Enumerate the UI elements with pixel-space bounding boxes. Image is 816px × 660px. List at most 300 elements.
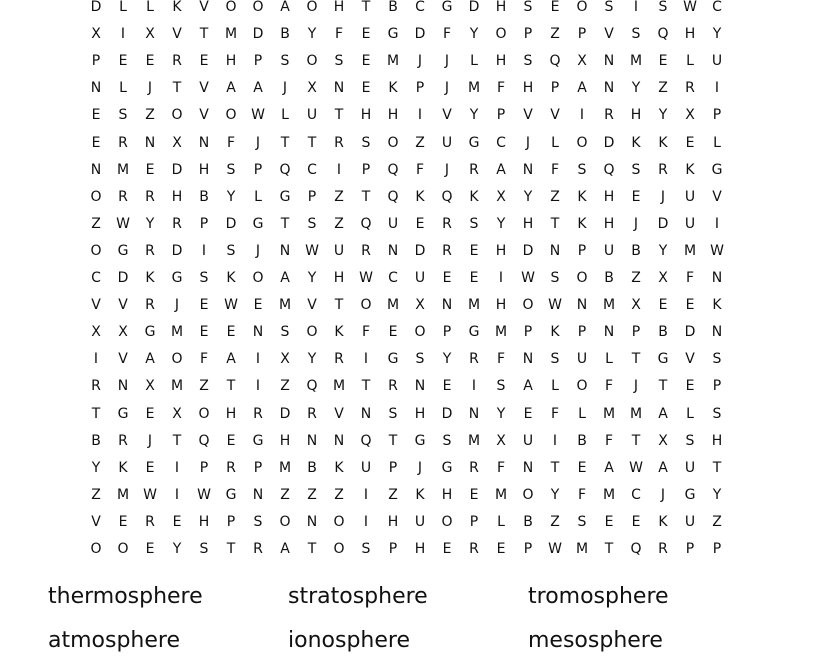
grid-letter[interactable]: U	[684, 188, 696, 205]
grid-letter[interactable]: E	[685, 297, 695, 314]
grid-letter[interactable]: G	[279, 188, 291, 205]
grid-letter[interactable]: Z	[280, 486, 290, 503]
grid-letter[interactable]: X	[280, 351, 290, 368]
grid-letter[interactable]: M	[224, 26, 238, 43]
grid-letter[interactable]: I	[174, 486, 180, 503]
grid-letter[interactable]: N	[576, 297, 588, 314]
grid-letter[interactable]: G	[171, 270, 183, 286]
grid-letter[interactable]: M	[170, 378, 184, 395]
grid-letter[interactable]: B	[631, 242, 641, 259]
grid-letter[interactable]: J	[174, 297, 180, 314]
grid-letter[interactable]: H	[522, 80, 534, 97]
grid-letter[interactable]: Q	[198, 432, 210, 449]
grid-letter[interactable]: N	[441, 297, 453, 314]
grid-letter[interactable]: R	[442, 242, 452, 259]
grid-letter[interactable]: O	[90, 188, 102, 205]
grid-letter[interactable]: G	[225, 486, 237, 503]
grid-letter[interactable]: E	[199, 53, 209, 70]
grid-letter[interactable]: N	[252, 486, 264, 503]
grid-letter[interactable]: X	[658, 432, 668, 449]
grid-letter[interactable]: H	[684, 26, 696, 43]
grid-letter[interactable]: K	[469, 188, 479, 205]
grid-letter[interactable]: Q	[387, 188, 399, 205]
grid-letter[interactable]: O	[90, 541, 102, 557]
grid-letter[interactable]: A	[280, 541, 290, 557]
grid-letter[interactable]: J	[417, 459, 423, 476]
grid-letter[interactable]: R	[469, 459, 479, 476]
grid-letter[interactable]: M	[332, 378, 346, 395]
grid-letter[interactable]: O	[414, 324, 426, 341]
grid-letter[interactable]: R	[226, 459, 236, 476]
grid-letter[interactable]: O	[252, 0, 264, 15]
grid-letter[interactable]: M	[629, 405, 643, 422]
grid-letter[interactable]: E	[388, 324, 398, 341]
grid-letter[interactable]: N	[603, 53, 615, 70]
grid-letter[interactable]: J	[255, 242, 261, 259]
grid-letter[interactable]: W	[710, 242, 724, 259]
grid-letter[interactable]: T	[361, 0, 371, 15]
grid-letter[interactable]: H	[522, 215, 534, 232]
grid-letter[interactable]: I	[498, 270, 504, 286]
grid-letter[interactable]: E	[361, 80, 371, 97]
grid-letter[interactable]: S	[685, 432, 695, 449]
grid-letter[interactable]: W	[251, 107, 265, 124]
grid-letter[interactable]: O	[576, 270, 588, 286]
grid-letter[interactable]: V	[712, 188, 722, 205]
grid-letter[interactable]: O	[198, 405, 210, 422]
grid-letter[interactable]: G	[441, 459, 453, 476]
grid-letter[interactable]: G	[252, 215, 264, 232]
grid-letter[interactable]: O	[576, 0, 588, 15]
grid-letter[interactable]: L	[686, 53, 694, 70]
grid-letter[interactable]: D	[90, 0, 102, 15]
grid-letter[interactable]: J	[660, 486, 666, 503]
grid-letter[interactable]: J	[255, 134, 261, 151]
grid-letter[interactable]: J	[147, 432, 153, 449]
grid-letter[interactable]: I	[255, 351, 261, 368]
grid-letter[interactable]: T	[361, 188, 371, 205]
grid-letter[interactable]: G	[117, 242, 129, 259]
grid-letter[interactable]: G	[117, 405, 129, 422]
grid-letter[interactable]: S	[631, 26, 641, 43]
grid-letter[interactable]: R	[172, 215, 182, 232]
grid-letter[interactable]: R	[469, 161, 479, 178]
grid-letter[interactable]: S	[199, 270, 209, 286]
grid-letter[interactable]: S	[469, 215, 479, 232]
grid-letter[interactable]: Y	[91, 459, 101, 476]
grid-letter[interactable]: I	[174, 459, 180, 476]
grid-letter[interactable]: B	[91, 432, 101, 449]
grid-letter[interactable]: E	[226, 432, 236, 449]
grid-letter[interactable]: V	[118, 297, 128, 314]
grid-letter[interactable]: U	[576, 351, 588, 368]
grid-letter[interactable]: S	[442, 432, 452, 449]
grid-letter[interactable]: E	[604, 513, 614, 530]
grid-letter[interactable]: E	[118, 53, 128, 70]
grid-letter[interactable]: E	[523, 405, 533, 422]
grid-letter[interactable]: W	[521, 270, 535, 286]
grid-letter[interactable]: B	[388, 0, 398, 15]
grid-letter[interactable]: N	[711, 324, 723, 341]
grid-letter[interactable]: R	[307, 405, 317, 422]
grid-letter[interactable]: Y	[442, 351, 452, 368]
grid-letter[interactable]: W	[305, 242, 319, 259]
grid-letter[interactable]: S	[118, 107, 128, 124]
grid-letter[interactable]: U	[711, 53, 723, 70]
grid-letter[interactable]: H	[333, 270, 345, 286]
grid-letter[interactable]: P	[523, 324, 533, 341]
grid-letter[interactable]: G	[684, 486, 696, 503]
grid-letter[interactable]: R	[334, 134, 344, 151]
grid-letter[interactable]: O	[441, 513, 453, 530]
grid-letter[interactable]: D	[603, 134, 615, 151]
grid-letter[interactable]: Q	[360, 432, 372, 449]
grid-letter[interactable]: Z	[415, 134, 425, 151]
grid-letter[interactable]: P	[91, 53, 101, 70]
grid-letter[interactable]: S	[496, 378, 506, 395]
grid-letter[interactable]: J	[525, 134, 531, 151]
grid-letter[interactable]: M	[116, 486, 130, 503]
grid-letter[interactable]: E	[172, 513, 182, 530]
grid-letter[interactable]: O	[252, 270, 264, 286]
grid-letter[interactable]: R	[118, 188, 128, 205]
grid-letter[interactable]: U	[414, 513, 426, 530]
grid-letter[interactable]: K	[685, 161, 695, 178]
grid-letter[interactable]: O	[576, 134, 588, 151]
grid-letter[interactable]: S	[712, 351, 722, 368]
grid-letter[interactable]: N	[198, 134, 210, 151]
grid-letter[interactable]: H	[711, 432, 723, 449]
grid-letter[interactable]: T	[334, 107, 344, 124]
grid-letter[interactable]: C	[712, 0, 722, 15]
grid-letter[interactable]: B	[280, 26, 290, 43]
grid-letter[interactable]: P	[388, 459, 398, 476]
grid-letter[interactable]: U	[306, 107, 318, 124]
grid-letter[interactable]: Y	[631, 80, 641, 97]
grid-letter[interactable]: J	[660, 188, 666, 205]
grid-letter[interactable]: E	[685, 134, 695, 151]
grid-letter[interactable]: E	[658, 53, 668, 70]
grid-letter[interactable]: R	[145, 188, 155, 205]
grid-letter[interactable]: Y	[496, 215, 506, 232]
grid-letter[interactable]: F	[334, 26, 344, 43]
grid-letter[interactable]: F	[550, 405, 560, 422]
grid-letter[interactable]: H	[414, 405, 426, 422]
grid-letter[interactable]: T	[334, 297, 344, 314]
grid-letter[interactable]: N	[522, 351, 534, 368]
grid-letter[interactable]: N	[711, 270, 723, 286]
grid-letter[interactable]: Z	[631, 270, 641, 286]
grid-letter[interactable]: T	[280, 134, 290, 151]
grid-letter[interactable]: F	[685, 270, 695, 286]
grid-letter[interactable]: D	[414, 242, 426, 259]
grid-letter[interactable]: H	[495, 0, 507, 15]
grid-letter[interactable]: Q	[387, 161, 399, 178]
grid-letter[interactable]: E	[658, 297, 668, 314]
grid-letter[interactable]: I	[201, 242, 207, 259]
grid-letter[interactable]: H	[603, 215, 615, 232]
grid-letter[interactable]: X	[658, 270, 668, 286]
grid-letter[interactable]: P	[712, 107, 722, 124]
grid-letter[interactable]: L	[119, 80, 127, 97]
grid-letter[interactable]: H	[387, 107, 399, 124]
grid-letter[interactable]: S	[361, 541, 371, 557]
grid-letter[interactable]: Y	[658, 242, 668, 259]
grid-letter[interactable]: T	[550, 459, 560, 476]
grid-letter[interactable]: Y	[523, 188, 533, 205]
grid-letter[interactable]: O	[522, 297, 534, 314]
grid-letter[interactable]: O	[306, 324, 318, 341]
grid-letter[interactable]: P	[253, 53, 263, 70]
grid-letter[interactable]: A	[280, 0, 290, 15]
grid-letter[interactable]: H	[333, 0, 345, 15]
grid-letter[interactable]: V	[685, 351, 695, 368]
grid-letter[interactable]: E	[145, 405, 155, 422]
grid-letter[interactable]: E	[199, 324, 209, 341]
grid-letter[interactable]: Z	[91, 215, 101, 232]
grid-letter[interactable]: X	[118, 324, 128, 341]
grid-letter[interactable]: K	[577, 215, 587, 232]
grid-letter[interactable]: N	[333, 80, 345, 97]
grid-letter[interactable]: N	[387, 242, 399, 259]
grid-letter[interactable]: O	[306, 0, 318, 15]
grid-letter[interactable]: R	[469, 541, 479, 557]
grid-letter[interactable]: Y	[658, 107, 668, 124]
grid-letter[interactable]: T	[388, 432, 398, 449]
grid-letter[interactable]: Q	[630, 541, 642, 557]
grid-letter[interactable]: O	[171, 107, 183, 124]
grid-letter[interactable]: P	[685, 541, 695, 557]
grid-letter[interactable]: D	[441, 405, 453, 422]
grid-letter[interactable]: P	[415, 80, 425, 97]
grid-letter[interactable]: D	[468, 0, 480, 15]
grid-letter[interactable]: L	[497, 513, 505, 530]
grid-letter[interactable]: S	[523, 53, 533, 70]
grid-letter[interactable]: F	[415, 161, 425, 178]
grid-letter[interactable]: Z	[307, 486, 317, 503]
grid-letter[interactable]: I	[714, 80, 720, 97]
grid-letter[interactable]: X	[577, 53, 587, 70]
grid-letter[interactable]: T	[280, 215, 290, 232]
grid-letter[interactable]: Y	[307, 270, 317, 286]
grid-letter[interactable]: R	[91, 378, 101, 395]
grid-letter[interactable]: A	[496, 161, 506, 178]
grid-letter[interactable]: S	[712, 405, 722, 422]
grid-letter[interactable]: E	[469, 242, 479, 259]
grid-letter[interactable]: X	[496, 432, 506, 449]
grid-letter[interactable]: N	[90, 80, 102, 97]
grid-letter[interactable]: R	[334, 351, 344, 368]
grid-letter[interactable]: G	[441, 0, 453, 15]
grid-letter[interactable]: L	[578, 405, 586, 422]
grid-letter[interactable]: G	[414, 432, 426, 449]
grid-letter[interactable]: T	[658, 378, 668, 395]
grid-letter[interactable]: F	[496, 459, 506, 476]
grid-letter[interactable]: R	[658, 541, 668, 557]
grid-letter[interactable]: Y	[496, 405, 506, 422]
grid-letter[interactable]: Y	[172, 541, 182, 557]
grid-letter[interactable]: D	[522, 242, 534, 259]
grid-letter[interactable]: N	[144, 134, 156, 151]
grid-letter[interactable]: P	[253, 459, 263, 476]
grid-letter[interactable]: Z	[91, 486, 101, 503]
grid-letter[interactable]: E	[361, 26, 371, 43]
grid-letter[interactable]: E	[685, 378, 695, 395]
grid-letter[interactable]: B	[523, 513, 533, 530]
grid-letter[interactable]: U	[684, 513, 696, 530]
grid-letter[interactable]: P	[496, 107, 506, 124]
grid-letter[interactable]: K	[172, 0, 182, 15]
grid-letter[interactable]: S	[226, 161, 236, 178]
grid-letter[interactable]: D	[117, 270, 129, 286]
grid-letter[interactable]: P	[442, 324, 452, 341]
grid-letter[interactable]: L	[605, 351, 613, 368]
grid-letter[interactable]: K	[226, 270, 236, 286]
grid-letter[interactable]: Y	[469, 107, 479, 124]
grid-letter[interactable]: I	[93, 351, 99, 368]
grid-letter[interactable]: T	[226, 378, 236, 395]
grid-letter[interactable]: O	[522, 486, 534, 503]
grid-letter[interactable]: P	[577, 242, 587, 259]
grid-letter[interactable]: V	[199, 107, 209, 124]
grid-letter[interactable]: Q	[657, 26, 669, 43]
grid-letter[interactable]: F	[361, 324, 371, 341]
grid-letter[interactable]: T	[91, 405, 101, 422]
grid-letter[interactable]: Z	[334, 188, 344, 205]
grid-letter[interactable]: Y	[307, 26, 317, 43]
grid-letter[interactable]: Z	[550, 188, 560, 205]
grid-letter[interactable]: T	[172, 80, 182, 97]
grid-letter[interactable]: N	[549, 242, 561, 259]
grid-letter[interactable]: N	[522, 161, 534, 178]
grid-letter[interactable]: E	[442, 270, 452, 286]
grid-letter[interactable]: R	[172, 53, 182, 70]
grid-letter[interactable]: W	[359, 270, 373, 286]
grid-letter[interactable]: U	[522, 432, 534, 449]
grid-letter[interactable]: H	[495, 53, 507, 70]
grid-letter[interactable]: E	[199, 297, 209, 314]
grid-letter[interactable]: H	[603, 188, 615, 205]
grid-letter[interactable]: S	[253, 513, 263, 530]
grid-letter[interactable]: L	[713, 134, 721, 151]
grid-letter[interactable]: O	[306, 53, 318, 70]
grid-letter[interactable]: Y	[712, 486, 722, 503]
grid-letter[interactable]: G	[657, 351, 669, 368]
grid-letter[interactable]: E	[91, 107, 101, 124]
grid-letter[interactable]: K	[550, 324, 560, 341]
grid-letter[interactable]: S	[334, 53, 344, 70]
grid-letter[interactable]: P	[361, 161, 371, 178]
grid-letter[interactable]: B	[199, 188, 209, 205]
grid-letter[interactable]: X	[91, 324, 101, 341]
grid-letter[interactable]: S	[361, 134, 371, 151]
grid-letter[interactable]: E	[145, 161, 155, 178]
grid-letter[interactable]: X	[307, 80, 317, 97]
grid-letter[interactable]: F	[496, 351, 506, 368]
grid-letter[interactable]: R	[118, 134, 128, 151]
grid-letter[interactable]: S	[550, 351, 560, 368]
grid-letter[interactable]: K	[118, 459, 128, 476]
grid-letter[interactable]: M	[467, 80, 481, 97]
grid-letter[interactable]: B	[604, 270, 614, 286]
grid-letter[interactable]: A	[253, 80, 263, 97]
grid-letter[interactable]: O	[333, 513, 345, 530]
grid-letter[interactable]: W	[683, 0, 697, 15]
grid-letter[interactable]: M	[386, 53, 400, 70]
grid-letter[interactable]: G	[468, 134, 480, 151]
grid-letter[interactable]: R	[388, 378, 398, 395]
grid-letter[interactable]: T	[307, 134, 317, 151]
grid-letter[interactable]: Q	[360, 215, 372, 232]
grid-letter[interactable]: E	[415, 215, 425, 232]
grid-letter[interactable]: M	[629, 53, 643, 70]
grid-letter[interactable]: E	[442, 378, 452, 395]
grid-letter[interactable]: P	[550, 80, 560, 97]
grid-letter[interactable]: M	[494, 486, 508, 503]
grid-letter[interactable]: H	[414, 541, 426, 557]
grid-letter[interactable]: H	[225, 53, 237, 70]
grid-letter[interactable]: Q	[441, 188, 453, 205]
grid-letter[interactable]: V	[334, 405, 344, 422]
grid-letter[interactable]: V	[91, 297, 101, 314]
grid-letter[interactable]: P	[523, 26, 533, 43]
grid-letter[interactable]: A	[604, 459, 614, 476]
grid-letter[interactable]: R	[658, 161, 668, 178]
grid-letter[interactable]: B	[658, 324, 668, 341]
grid-letter[interactable]: U	[603, 242, 615, 259]
grid-letter[interactable]: J	[147, 80, 153, 97]
grid-letter[interactable]: O	[225, 0, 237, 15]
grid-letter[interactable]: A	[145, 351, 155, 368]
grid-letter[interactable]: V	[604, 26, 614, 43]
grid-letter[interactable]: P	[631, 324, 641, 341]
grid-letter[interactable]: K	[658, 134, 668, 151]
grid-letter[interactable]: G	[711, 161, 723, 178]
grid-letter[interactable]: V	[307, 297, 317, 314]
grid-letter[interactable]: O	[171, 351, 183, 368]
grid-letter[interactable]: N	[90, 161, 102, 178]
grid-letter[interactable]: T	[226, 541, 236, 557]
grid-letter[interactable]: S	[280, 324, 290, 341]
grid-letter[interactable]: N	[306, 513, 318, 530]
grid-letter[interactable]: U	[333, 242, 345, 259]
grid-letter[interactable]: S	[577, 161, 587, 178]
grid-letter[interactable]: S	[199, 541, 209, 557]
grid-letter[interactable]: V	[199, 0, 209, 15]
grid-letter[interactable]: C	[415, 0, 425, 15]
grid-letter[interactable]: V	[199, 80, 209, 97]
grid-letter[interactable]: A	[577, 80, 587, 97]
grid-letter[interactable]: D	[657, 215, 669, 232]
grid-letter[interactable]: E	[145, 541, 155, 557]
grid-letter[interactable]: Y	[226, 188, 236, 205]
grid-letter[interactable]: Y	[550, 486, 560, 503]
grid-letter[interactable]: O	[279, 513, 291, 530]
grid-letter[interactable]: T	[631, 432, 641, 449]
grid-letter[interactable]: U	[441, 134, 453, 151]
grid-letter[interactable]: O	[225, 107, 237, 124]
grid-letter[interactable]: D	[414, 26, 426, 43]
grid-letter[interactable]: X	[145, 378, 155, 395]
grid-letter[interactable]: D	[171, 161, 183, 178]
grid-letter[interactable]: F	[442, 26, 452, 43]
grid-letter[interactable]: H	[198, 161, 210, 178]
grid-letter[interactable]: L	[470, 53, 478, 70]
grid-letter[interactable]: D	[684, 324, 696, 341]
grid-letter[interactable]: S	[388, 405, 398, 422]
grid-letter[interactable]: M	[602, 486, 616, 503]
grid-letter[interactable]: M	[278, 459, 292, 476]
